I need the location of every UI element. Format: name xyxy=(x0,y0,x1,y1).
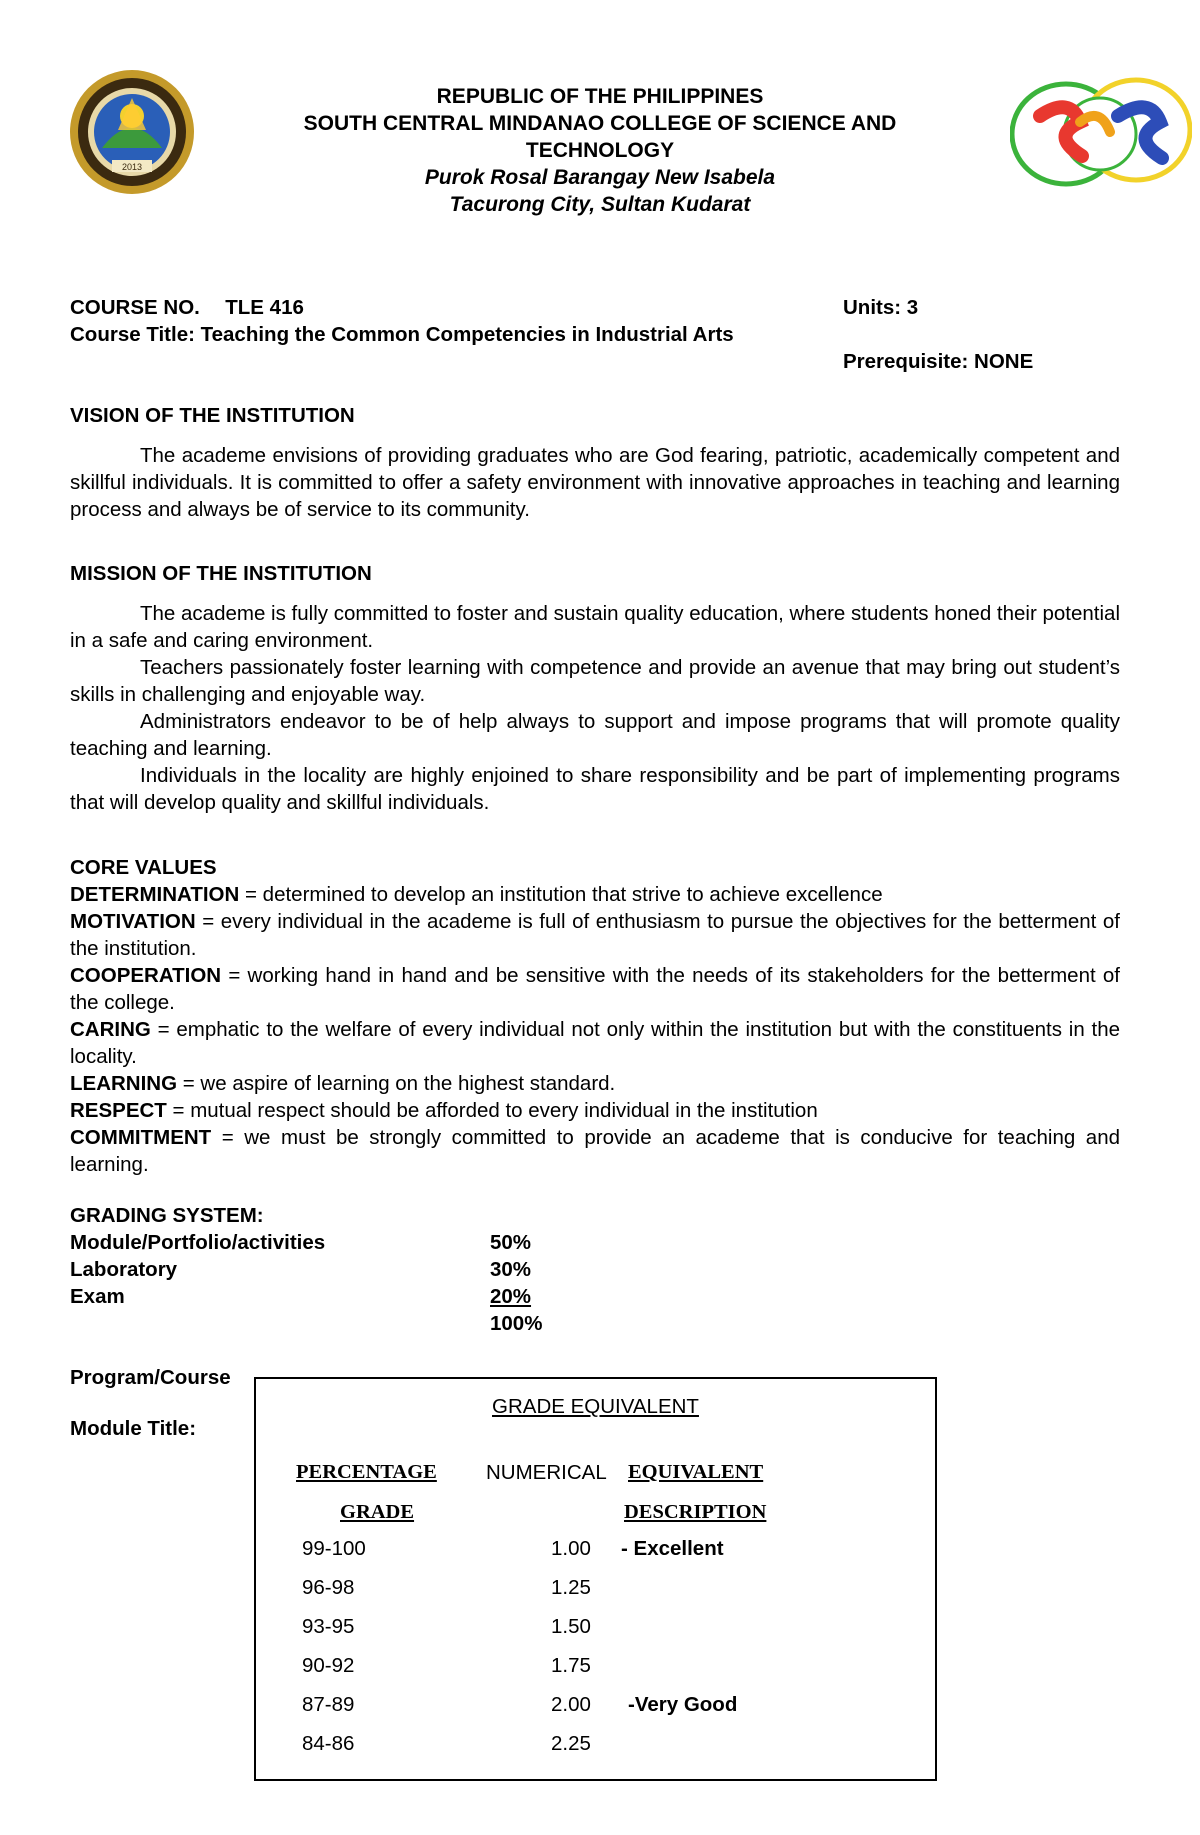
core-value-item xyxy=(70,881,1120,908)
grading-total: 100% xyxy=(490,1312,543,1335)
header-college-name: SOUTH CENTRAL MINDANAO COLLEGE OF SCIENCE AND xyxy=(303,112,897,135)
course-no-row xyxy=(70,296,304,320)
core-value-item xyxy=(70,908,1120,962)
core-value-item xyxy=(70,962,1120,1016)
grading-total-row xyxy=(70,1312,670,1339)
core-value-def: = emphatic to the welfare of every individual not only within the institution but with the constituents in the locality. xyxy=(70,1018,1120,1068)
mission-heading: MISSION OF THE INSTITUTION xyxy=(70,562,372,585)
equivalent-header: EQUIVALENT xyxy=(628,1461,764,1483)
core-value-item xyxy=(70,1016,1120,1070)
grade-equivalent-title: GRADE EQUIVALENT xyxy=(492,1395,699,1418)
core-values-heading: CORE VALUES xyxy=(70,856,217,879)
vision-heading: VISION OF THE INSTITUTION xyxy=(70,404,355,427)
pct-cell: 99-100 xyxy=(302,1537,366,1560)
core-value-def: = we must be strongly committed to provide an academe that is conducive for teaching and learning. xyxy=(70,1126,1120,1176)
sms-logo xyxy=(1010,76,1192,188)
desc-cell: -Very Good xyxy=(628,1693,738,1716)
units-label: Units: xyxy=(843,296,902,319)
pct-cell: 90-92 xyxy=(302,1654,355,1677)
desc-cell: - Excellent xyxy=(621,1537,724,1560)
units-row xyxy=(843,296,918,320)
grade-equivalent-box xyxy=(254,1377,937,1781)
grading-heading: GRADING SYSTEM: xyxy=(70,1204,264,1227)
grading-row xyxy=(70,1258,670,1285)
document-header xyxy=(240,83,960,218)
core-value-def: = determined to develop an institution that strive to achieve excellence xyxy=(239,883,883,906)
core-value-def: = every individual in the academe is full of enthusiasm to pursue the objectives for the betterment of the institution. xyxy=(70,910,1120,960)
course-title-label: Course Title: xyxy=(70,323,195,346)
header-address-1: Purok Rosal Barangay New Isabela xyxy=(424,166,776,189)
mission-paragraph: Administrators endeavor to be of help always to support and impose programs that will promote quality teaching and learning. xyxy=(70,710,1120,760)
num-cell: 1.75 xyxy=(551,1654,591,1677)
core-value-term: LEARNING xyxy=(70,1072,178,1095)
pct-cell: 96-98 xyxy=(302,1576,355,1599)
vision-text: The academe envisions of providing graduates who are God fearing, patriotic, academically competent and skillful individuals. It is committed to offer a safety environment with innovative approaches in teaching and learning process and always be of service to its community. xyxy=(70,444,1120,521)
grading-value: 50% xyxy=(490,1231,532,1254)
units-value: 3 xyxy=(906,296,919,319)
header-country: REPUBLIC OF THE PHILIPPINES xyxy=(436,85,764,108)
course-no-label: COURSE NO. xyxy=(70,296,200,319)
core-value-def: = working hand in hand and be sensitive with the needs of its stakeholders for the betterment of the college. xyxy=(70,964,1120,1014)
header-address-2: Tacurong City, Sultan Kudarat xyxy=(449,193,751,216)
mission-paragraph: Individuals in the locality are highly enjoined to share responsibility and be part of implementing programs that will develop quality and skillful individuals. xyxy=(70,764,1120,814)
grading-row xyxy=(70,1231,670,1258)
college-seal-logo xyxy=(68,68,196,196)
core-value-term: COMMITMENT xyxy=(70,1126,212,1149)
grading-row xyxy=(70,1285,670,1312)
core-value-term: CARING xyxy=(70,1018,151,1041)
num-cell: 2.25 xyxy=(551,1732,591,1755)
grade-header: GRADE xyxy=(340,1501,415,1523)
core-value-def: = mutual respect should be afforded to every individual in the institution xyxy=(166,1099,818,1122)
percentage-header: PERCENTAGE xyxy=(296,1461,437,1483)
core-value-term: DETERMINATION xyxy=(70,883,240,906)
core-value-item xyxy=(70,1070,1120,1097)
header-college-name-cont: TECHNOLOGY xyxy=(525,139,675,162)
core-value-term: RESPECT xyxy=(70,1099,167,1122)
grading-label: Laboratory xyxy=(70,1258,178,1281)
core-values-section xyxy=(70,854,1120,1178)
core-value-item xyxy=(70,1097,1120,1124)
course-no-value: TLE 416 xyxy=(225,296,304,319)
program-course-label: Program/Course xyxy=(70,1366,231,1389)
pct-cell: 93-95 xyxy=(302,1615,355,1638)
mission-paragraph: Teachers passionately foster learning with competence and provide an avenue that may bring out student’s skills in challenging and enjoyable way. xyxy=(70,656,1120,706)
prerequisite-row xyxy=(843,350,1033,374)
core-value-item xyxy=(70,1124,1120,1178)
grading-value: 30% xyxy=(490,1258,532,1281)
num-cell: 1.00 xyxy=(551,1537,591,1560)
vision-section xyxy=(70,442,1120,523)
grading-value: 20% xyxy=(490,1285,532,1308)
num-cell: 1.50 xyxy=(551,1615,591,1638)
course-title-row xyxy=(70,323,734,347)
pct-cell: 87-89 xyxy=(302,1693,355,1716)
module-title-label: Module Title: xyxy=(70,1417,197,1440)
course-title-value: Teaching the Common Competencies in Industrial Arts xyxy=(200,323,734,346)
core-value-def: = we aspire of learning on the highest standard. xyxy=(177,1072,616,1095)
mission-section xyxy=(70,600,1120,816)
prerequisite-value: NONE xyxy=(974,350,1034,373)
description-header: DESCRIPTION xyxy=(624,1501,767,1523)
num-cell: 2.00 xyxy=(551,1693,591,1716)
seal-year: 2013 xyxy=(121,162,143,172)
num-cell: 1.25 xyxy=(551,1576,591,1599)
core-value-term: MOTIVATION xyxy=(70,910,196,933)
mission-paragraph: The academe is fully committed to foster and sustain quality education, where students honed their potential in a safe and caring environment. xyxy=(70,602,1121,652)
pct-cell: 84-86 xyxy=(302,1732,355,1755)
prerequisite-label: Prerequisite: xyxy=(843,350,969,373)
core-value-term: COOPERATION xyxy=(70,964,222,987)
numerical-header: NUMERICAL xyxy=(486,1461,607,1484)
grading-label: Exam xyxy=(70,1285,125,1308)
grading-label: Module/Portfolio/activities xyxy=(70,1231,326,1254)
logo-text: SMS xyxy=(1099,184,1103,185)
